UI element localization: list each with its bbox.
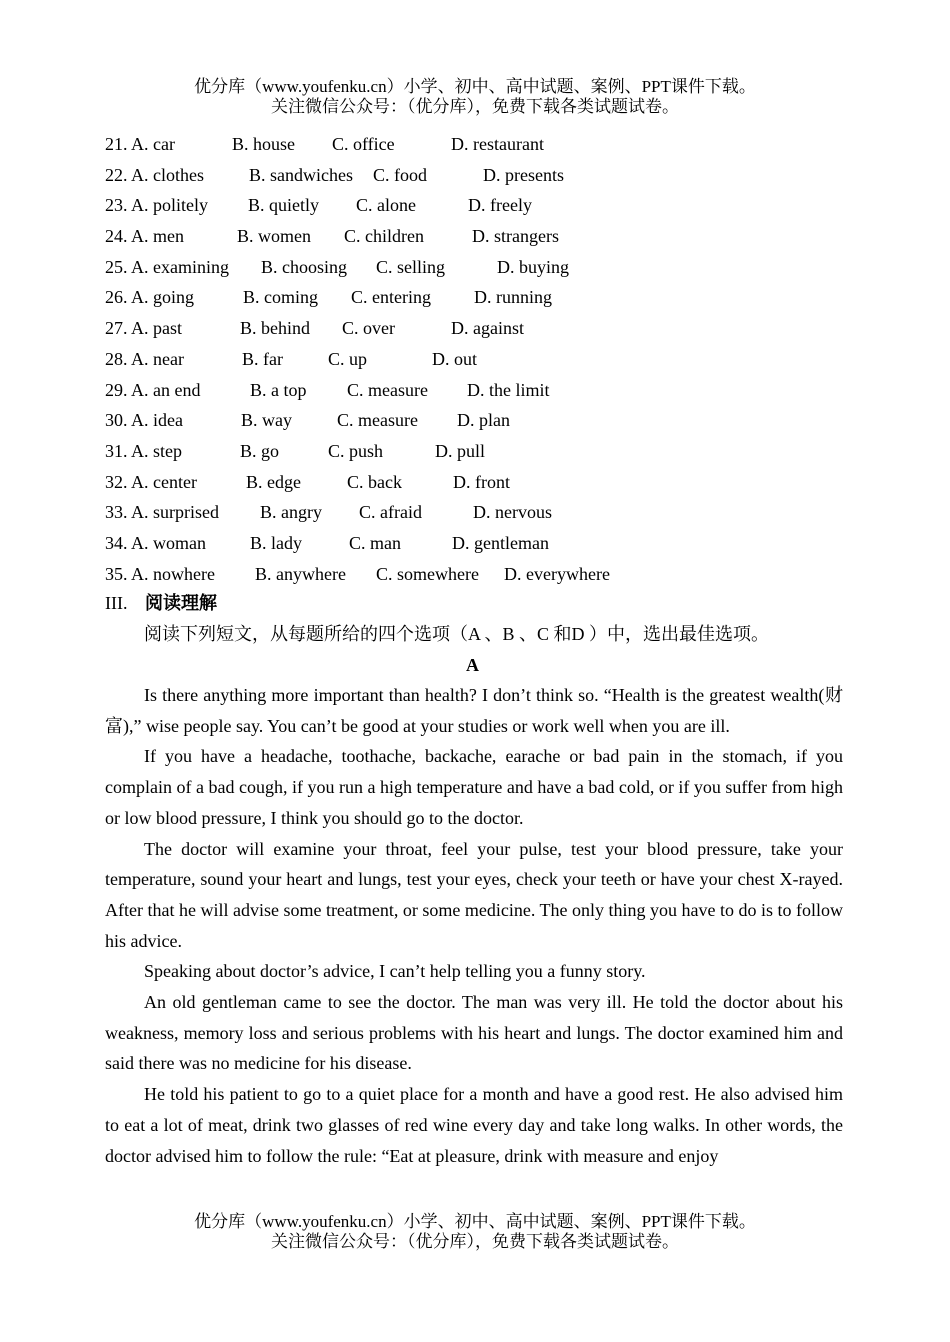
section-number: III. [105, 593, 128, 613]
option-c: C. food [373, 164, 427, 185]
section-label: 阅读理解 [145, 593, 217, 613]
passage-paragraph: Is there anything more important than health? I don’t think so. “Health is the greatest wealth(财富),” wise people say. You can’t be good at your studies or work well when you are ill. [105, 685, 843, 736]
option-c: C. office [332, 134, 395, 154]
option-d: D. buying [497, 256, 569, 277]
option-b: B. quietly [248, 195, 319, 216]
option-b: B. edge [246, 471, 301, 492]
page-header [0, 77, 950, 117]
option-b: B. women [237, 226, 311, 247]
option-a: 33. A. surprised [105, 502, 219, 523]
option-c: C. over [342, 318, 395, 339]
option-b: B. angry [260, 502, 322, 523]
passage-paragraph: He told his patient to go to a quiet place for a month and have a good rest. He also advised him to eat a lot of meat, drink two glasses of red wine every day and take long walks. In other words, the doctor advised him to follow the rule: “Eat at pleasure, drink with measure and enjoy [105, 1084, 843, 1166]
option-b: B. far [242, 348, 283, 369]
option-a: 31. A. step [105, 440, 183, 461]
option-a: 35. A. nowhere [105, 563, 215, 584]
section-title [105, 589, 217, 617]
option-b: B. way [241, 410, 292, 431]
passage-paragraph: An old gentleman came to see the doctor. The man was very ill. He told the doctor about his weakness, memory loss and serious problems with his heart and lungs. The doctor examined him and said there was no medicine for his disease. [105, 992, 843, 1074]
option-a: 24. A. men [105, 226, 184, 247]
option-d: D. running [474, 287, 552, 308]
section-instruction: 阅读下列短文，从每题所给的四个选项（A 、B 、C 和D ）中，选出最佳选项。 [144, 624, 770, 644]
option-c: C. man [349, 532, 401, 553]
option-d: D. out [432, 348, 477, 369]
option-a: 29. A. an end [105, 379, 201, 400]
option-b: B. go [240, 440, 280, 461]
option-d: D. front [453, 471, 510, 492]
option-c: C. back [347, 471, 402, 492]
option-a: 23. A. politely [105, 195, 208, 216]
option-b: B. choosing [261, 256, 348, 277]
option-d: D. the limit [467, 379, 550, 400]
option-d: D. gentleman [452, 532, 549, 553]
page-footer [0, 1212, 950, 1252]
option-d: D. plan [457, 410, 510, 431]
option-a: 30. A. idea [105, 410, 183, 431]
passage-label: A [466, 655, 479, 675]
option-d: D. nervous [473, 502, 552, 523]
passage-paragraph: The doctor will examine your throat, feel your pulse, test your blood pressure, take your temperature, sound your heart and lungs, test your eyes, check your teeth or have your chest X-rayed. After that he will advise some treatment, or some medicine. The only thing you have to do is to follow his advice. [105, 838, 844, 951]
header-line-2: 关注微信公众号：（优分库），免费下载各类试题试卷。 [271, 97, 679, 116]
passage-paragraph: Speaking about doctor’s advice, I can’t help telling you a funny story. [144, 961, 646, 982]
option-a: 34. A. woman [105, 532, 206, 553]
option-d: D. presents [483, 164, 564, 185]
option-b: B. anywhere [255, 563, 346, 584]
passage-paragraph: If you have a headache, toothache, backache, earache or bad pain in the stomach, if you complain of a bad cough, if you run a high temperature and have a bad cold, or if you suffer from high or low blood pressure, I think you should go to the doctor. [105, 746, 843, 828]
option-d: D. against [451, 318, 524, 339]
option-b: B. sandwiches [249, 164, 353, 185]
option-d: D. restaurant [451, 134, 544, 154]
option-d: D. pull [435, 440, 486, 461]
option-c: C. alone [356, 195, 416, 216]
option-b: B. a top [250, 379, 307, 400]
option-b: B. house [232, 134, 295, 154]
option-a: 22. A. clothes [105, 164, 204, 185]
option-d: D. strangers [472, 226, 559, 247]
option-d: D. freely [468, 195, 532, 216]
header-line-1: 优分库（www.youfenku.cn）小学、初中、高中试题、案例、PPT课件下载。 [194, 77, 756, 96]
option-a: 32. A. center [105, 471, 197, 492]
option-b: B. behind [240, 318, 310, 339]
option-c: C. selling [376, 256, 446, 277]
option-a: 27. A. past [105, 318, 183, 339]
option-c: C. measure [337, 410, 418, 431]
option-b: B. coming [243, 287, 318, 308]
option-c: C. measure [347, 379, 428, 400]
option-c: C. entering [351, 287, 431, 308]
option-d: D. everywhere [504, 563, 610, 584]
option-a: 25. A. examining [105, 256, 229, 277]
option-a: 28. A. near [105, 348, 184, 369]
option-c: C. up [328, 348, 368, 369]
footer-line-1: 优分库（www.youfenku.cn）小学、初中、高中试题、案例、PPT课件下载。 [194, 1212, 756, 1231]
option-a: 21. A. car [105, 134, 175, 154]
option-c: C. children [344, 226, 424, 247]
option-a: 26. A. going [105, 287, 195, 308]
option-c: C. afraid [359, 502, 422, 523]
option-b: B. lady [250, 532, 302, 553]
option-c: C. somewhere [376, 563, 479, 584]
reading-passage [105, 680, 843, 1171]
footer-line-2: 关注微信公众号：（优分库），免费下载各类试题试卷。 [271, 1232, 679, 1251]
option-c: C. push [328, 440, 384, 461]
